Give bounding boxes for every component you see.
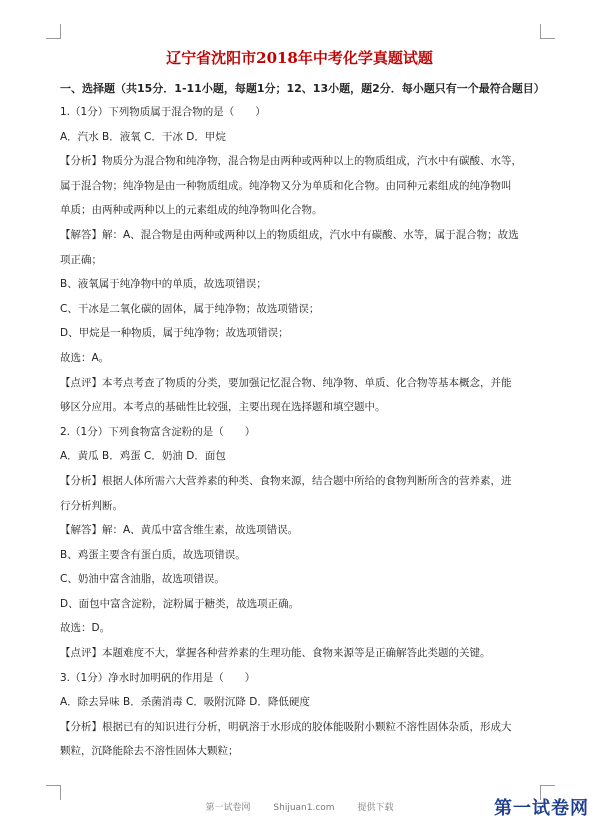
footer-site-name: 第一试卷网 <box>205 803 251 813</box>
text-line: C、奶油中富含油脂，故选项错误。 <box>60 573 225 586</box>
text-line: 【点评】本考点考查了物质的分类，要加强记忆混合物、纯净物、单质、化合物等基本概念，并能 <box>60 376 512 389</box>
text-line: 【解答】解：A、黄瓜中富含维生素，故选项错误。 <box>60 524 299 537</box>
text-line: 故选：A。 <box>60 351 110 364</box>
corner-mark-top-left <box>46 24 61 39</box>
text-line: A．除去异味 B．杀菌消毒 C．吸附沉降 D．降低硬度 <box>60 696 310 709</box>
text-line: 2.（1分）下列食物富含淀粉的是（ ） <box>60 425 256 438</box>
text-line: A．汽水 B．液氧 C．干冰 D．甲烷 <box>60 130 226 143</box>
footer-provide: 提供下载 <box>357 803 394 813</box>
text-line: 1.（1分）下列物质属于混合物的是（ ） <box>60 106 266 118</box>
text-line: 行分析判断。 <box>60 499 123 512</box>
text-line: B、液氧属于纯净物中的单质，故选项错误； <box>60 278 267 291</box>
text-line: 项正确； <box>60 253 102 266</box>
document-body <box>60 100 550 764</box>
text-line: 【解答】解：A、混合物是由两种或两种以上的物质组成，汽水中有碳酸、水等，属于混合物；故选 <box>60 228 519 241</box>
text-line: 故选：D。 <box>60 622 111 635</box>
footer-site-url: Shijuan1.com <box>273 803 335 813</box>
text-line: 【分析】物质分为混合物和纯净物，混合物是由两种或两种以上的物质组成，汽水中有碳酸、水等， <box>60 155 522 168</box>
text-line: 3.（1分）净水时加明矾的作用是（ ） <box>60 671 256 684</box>
text-line: 够区分应用。本考点的基础性比较强，主要出现在选择题和填空题中。 <box>60 401 386 414</box>
brand-logo-text: 第一试卷网 <box>494 798 589 819</box>
section-heading: 一、选择题（共15分．1-11小题，每题1分；12、13小题，题2分．每小题只有一个最符合题目） <box>60 82 545 95</box>
text-line: B、鸡蛋主要含有蛋白质，故选项错误。 <box>60 548 246 561</box>
text-line: 【分析】根据人体所需六大营养素的种类、食物来源，结合题中所给的食物判断所含的营养素，进 <box>60 474 512 487</box>
text-line: 颗粒，沉降能除去不溶性固体大颗粒； <box>60 745 239 758</box>
text-line: 属于混合物；纯净物是由一种物质组成。纯净物又分为单质和化合物。由同种元素组成的纯净物叫 <box>60 179 512 192</box>
corner-mark-bottom-left <box>46 785 61 800</box>
document-title: 辽宁省沈阳市2018年中考化学真题试题 <box>166 49 433 67</box>
text-line: D、面包中富含淀粉，淀粉属于糖类，故选项正确。 <box>60 597 300 610</box>
text-line: A．黄瓜 B．鸡蛋 C．奶油 D．面包 <box>60 450 226 463</box>
text-line: D、甲烷是一种物质，属于纯净物；故选项错误； <box>60 327 289 340</box>
corner-mark-top-right <box>540 24 555 39</box>
text-line: 【点评】本题难度不大，掌握各种营养素的生理功能、食物来源等是正确解答此类题的关键。 <box>60 647 491 660</box>
text-line: C、干冰是二氧化碳的固体，属于纯净物；故选项错误； <box>60 302 320 315</box>
text-line: 【分析】根据已有的知识进行分析，明矾溶于水形成的胶体能吸附小颗粒不溶性固体杂质，形成大 <box>60 720 512 733</box>
text-line: 单质；由两种或两种以上的元素组成的纯净物叫化合物。 <box>60 204 323 217</box>
